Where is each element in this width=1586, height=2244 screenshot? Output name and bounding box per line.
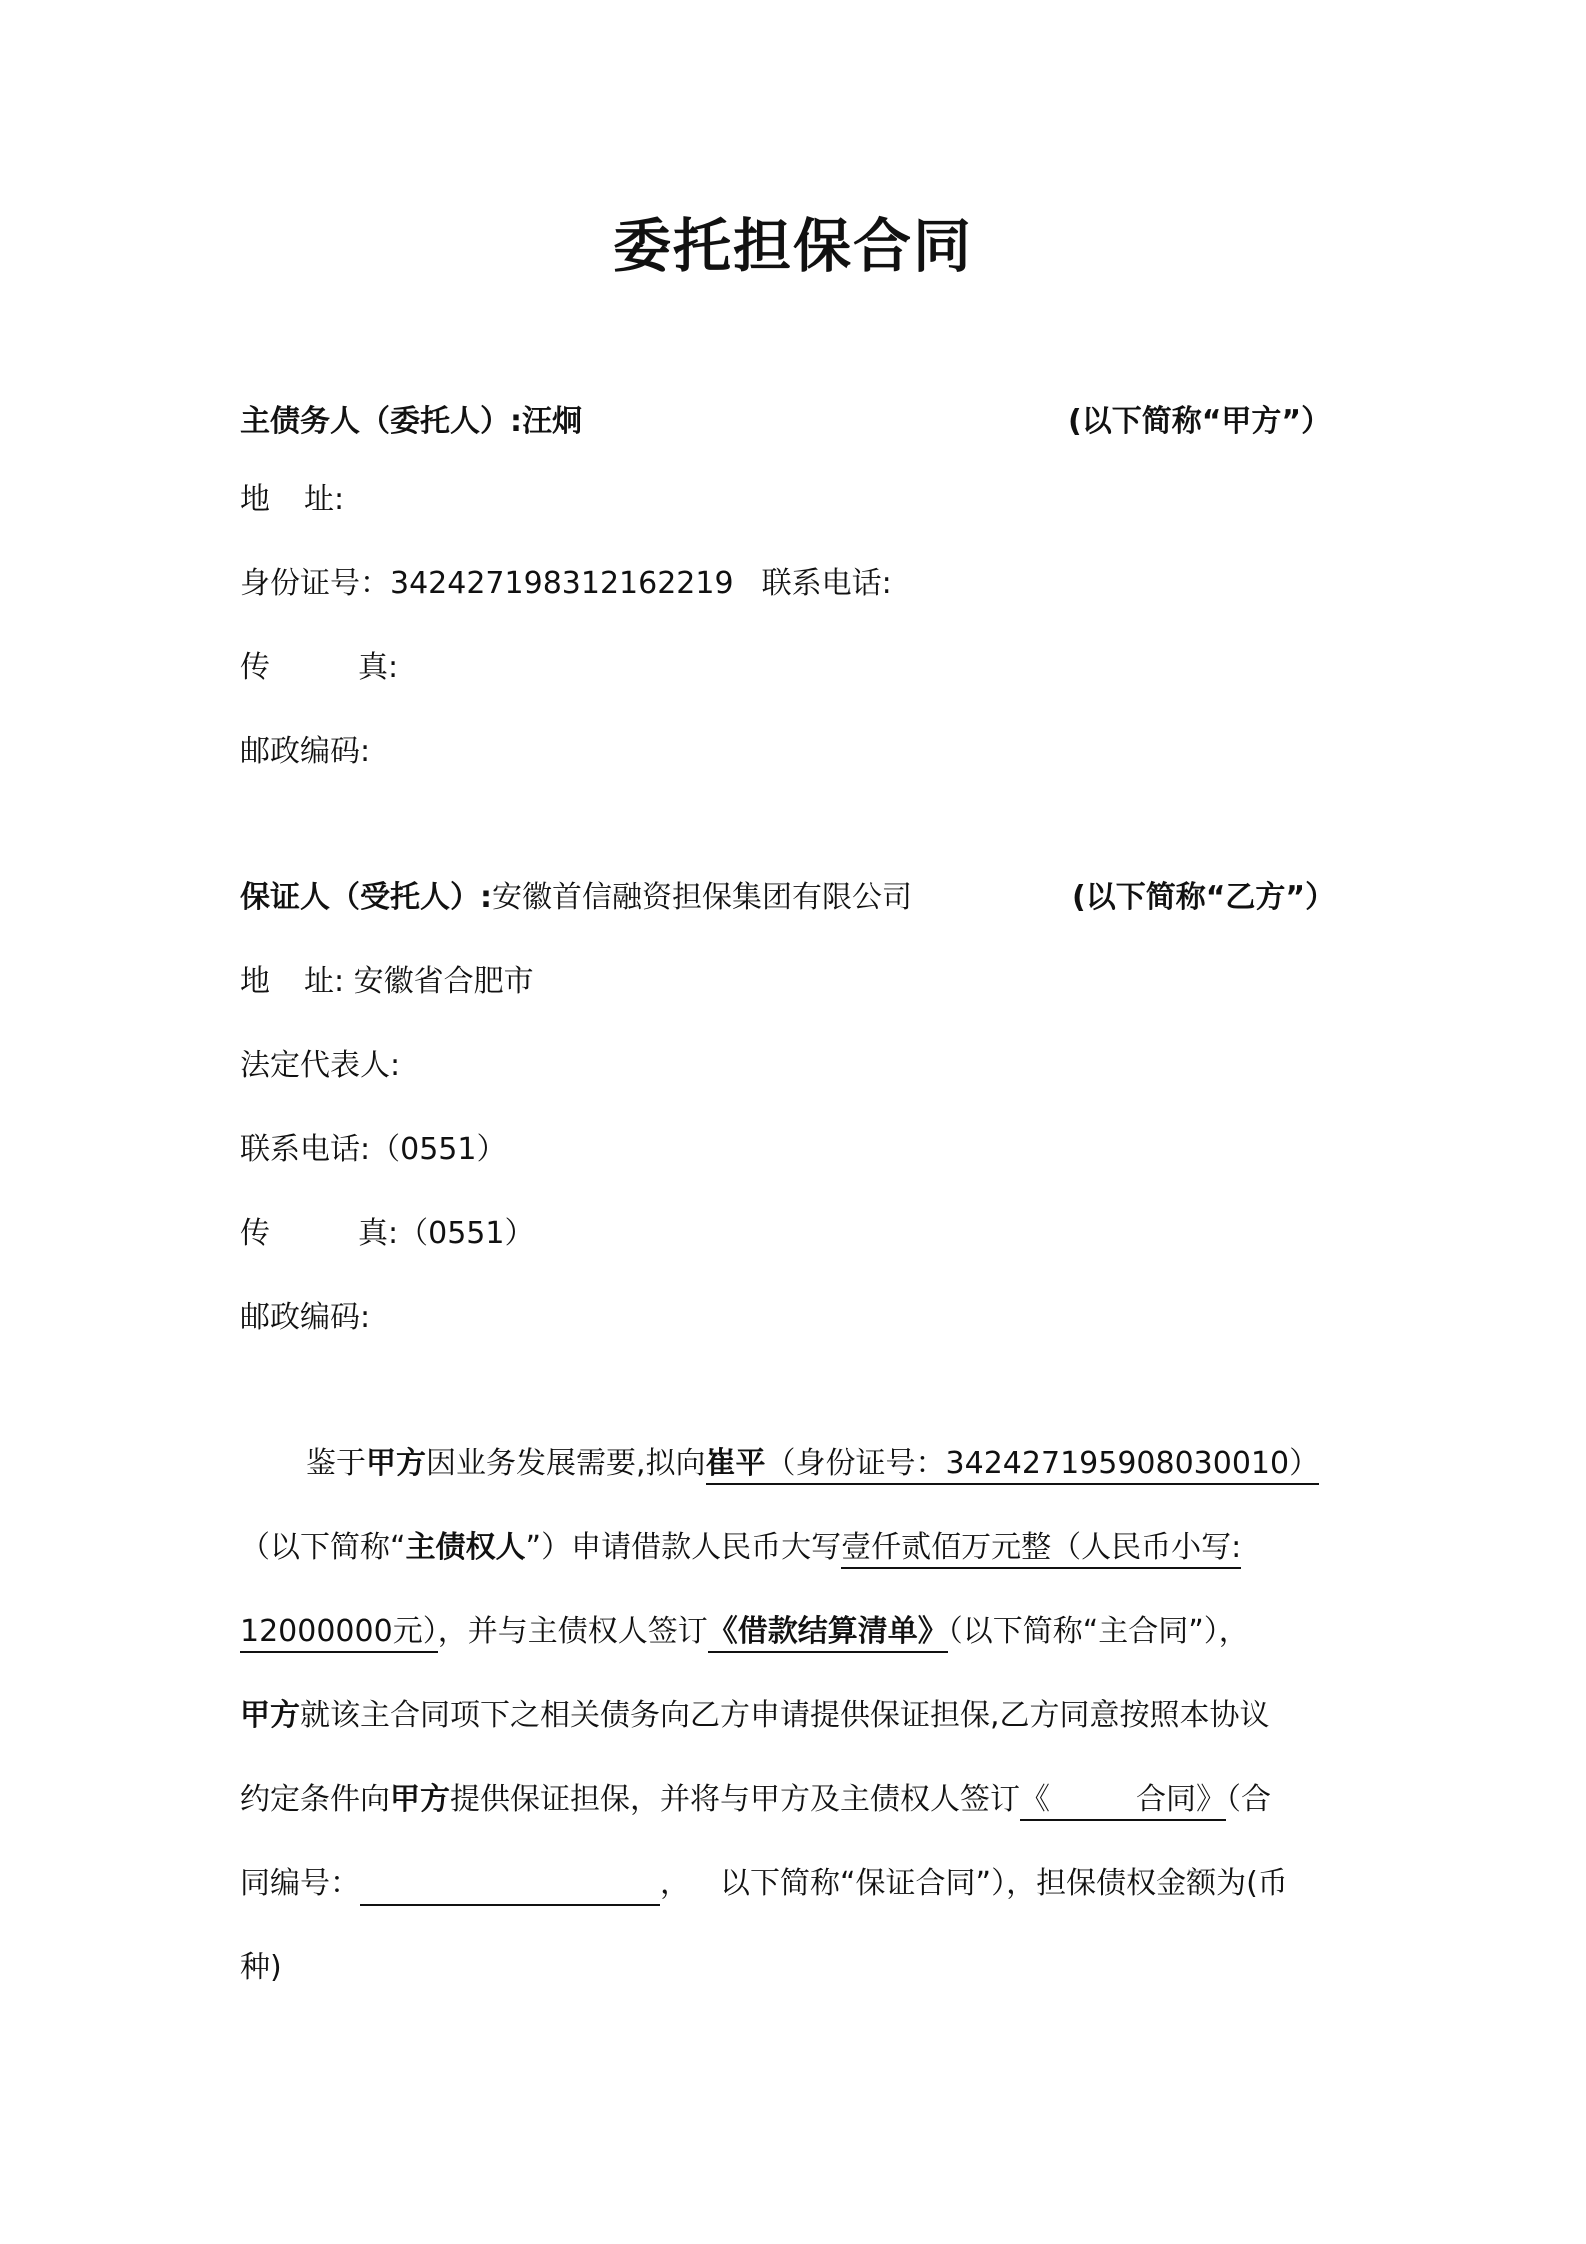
party-a-fax-label2: 真: bbox=[358, 650, 399, 685]
contract-number-blank bbox=[360, 1870, 660, 1906]
party-a-id-value: 342427198312162219 bbox=[390, 566, 734, 601]
body-text: （以下简称“ bbox=[240, 1530, 406, 1565]
body-line-1 bbox=[240, 1442, 1350, 1486]
party-b-address-value: 安徽省合肥市 bbox=[353, 964, 534, 999]
body-line-2 bbox=[240, 1526, 1350, 1570]
party-b-short-name: (以下简称“乙方”） bbox=[1072, 880, 1336, 915]
party-b-label: 保证人（受托人）: bbox=[240, 880, 492, 915]
body-line-6 bbox=[240, 1862, 1350, 1906]
party-a-address-label2: 址: bbox=[304, 482, 345, 517]
guarantee-contract-close: 合同》 bbox=[1136, 1782, 1226, 1817]
body-text: （合 bbox=[1226, 1782, 1271, 1817]
party-a-postcode-label: 邮政编码: bbox=[240, 734, 371, 769]
lender-name: 崔平 bbox=[705, 1446, 766, 1481]
body-text: 以下简称“保证合同”），担保债权金额为(币 bbox=[720, 1866, 1288, 1901]
party-b-row bbox=[240, 876, 912, 920]
loan-amount-figures: 12000000元） bbox=[240, 1614, 438, 1653]
body-text: ”）申请借款人民币大写 bbox=[525, 1530, 842, 1565]
party-b-legal-rep-label: 法定代表人: bbox=[240, 1048, 401, 1083]
party-a-fax-row bbox=[240, 646, 398, 690]
party-b-address-label: 地 bbox=[240, 964, 270, 999]
party-b-phone-row bbox=[240, 1128, 506, 1172]
party-b-fax-label: 传 bbox=[240, 1216, 270, 1251]
body-party-a: 甲方 bbox=[366, 1446, 426, 1481]
party-a-id-label: 身份证号： bbox=[240, 566, 390, 601]
body-text: 种) bbox=[240, 1950, 282, 1985]
party-a-phone-label: 联系电话: bbox=[761, 566, 892, 601]
body-text: 就该主合同项下之相关债务向乙方申请提供保证担保,乙方同意按照本协议 bbox=[300, 1698, 1270, 1733]
body-line-3 bbox=[240, 1610, 1350, 1654]
party-b-address-label2: 址: bbox=[304, 964, 345, 999]
body-text: ，并与主债权人签订 bbox=[437, 1614, 708, 1649]
party-a-short-name: (以下简称“甲方”） bbox=[1068, 404, 1332, 439]
body-text: 提供保证担保，并将与甲方及主债权人签订 bbox=[450, 1782, 1020, 1817]
body-creditor: 主债权人 bbox=[405, 1530, 526, 1565]
body-line-7 bbox=[240, 1946, 1350, 1990]
body-text: （以下简称“主合同”）， bbox=[947, 1614, 1249, 1649]
body-party-a: 甲方 bbox=[240, 1698, 300, 1733]
party-a-fax-label: 传 bbox=[240, 650, 270, 685]
party-b-address-row bbox=[240, 960, 534, 1004]
party-b-fax-value: （0551） bbox=[398, 1216, 535, 1251]
party-b-name: 安徽首信融资担保集团有限公司 bbox=[492, 880, 912, 915]
party-b-phone-label: 联系电话: bbox=[240, 1132, 371, 1167]
party-a-id-row bbox=[240, 562, 892, 606]
body-text: 同编号： bbox=[240, 1866, 360, 1901]
body-line-4 bbox=[240, 1694, 1350, 1738]
party-a-label: 主债务人（委托人）:汪炯 bbox=[240, 404, 582, 439]
body-text: ， bbox=[660, 1866, 690, 1901]
body-party-a: 甲方 bbox=[390, 1782, 450, 1817]
party-a-address-row bbox=[240, 478, 344, 522]
body-text: 鉴于 bbox=[306, 1446, 366, 1481]
party-b-fax-row bbox=[240, 1212, 534, 1256]
party-b-fax-label2: 真: bbox=[358, 1216, 399, 1251]
document-title: 委托担保合同 bbox=[612, 212, 973, 280]
loan-amount-words: 壹仟贰佰万元整（人民币小写: bbox=[841, 1530, 1241, 1569]
body-text: 约定条件向 bbox=[240, 1782, 390, 1817]
guarantee-contract-open: 《 bbox=[1020, 1782, 1050, 1817]
body-text: 因业务发展需要,拟向 bbox=[426, 1446, 706, 1481]
party-b-postcode-label: 邮政编码: bbox=[240, 1300, 371, 1335]
party-a-address-label: 地 bbox=[240, 482, 270, 517]
main-contract-name: 《借款结算清单》 bbox=[708, 1614, 948, 1653]
party-b-phone-value: （0551） bbox=[370, 1132, 507, 1167]
lender-id: （身份证号：342427195908030010） bbox=[765, 1446, 1320, 1481]
body-line-5 bbox=[240, 1778, 1350, 1822]
